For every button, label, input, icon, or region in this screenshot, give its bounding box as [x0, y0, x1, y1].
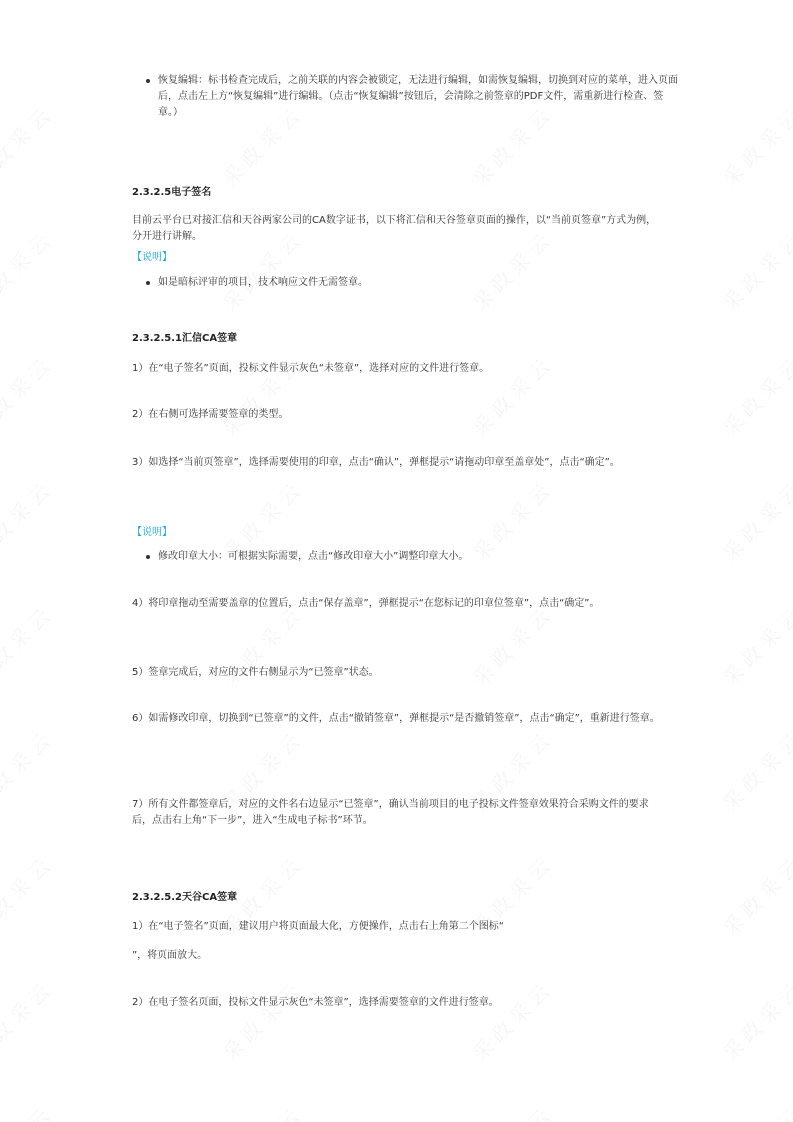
- watermark-text: [215, 972, 309, 1066]
- watermark-text: [0, 97, 59, 191]
- step-7: 7）所有文件都签章后，对应的文件名右边显示“已签章”，确认当前项目的电子投标文件签章效果符合采购文件的要求后，点击右上角“下一步”，进入“生成电子标书”环节。: [132, 799, 649, 826]
- step-4: 4）将印章拖动至需要盖章的位置后，点击“保存盖章”，弹框提示“在您标记的印章位签章”，点击“确定”。: [132, 598, 600, 609]
- step-2: 2）在右侧可选择需要签章的类型。: [132, 409, 289, 420]
- step-1: 1）在“电子签名”页面，投标文件显示灰色“未签章”，选择对应的文件进行签章。: [132, 363, 490, 374]
- section-heading-2325: 2.3.2.5电子签名: [132, 187, 212, 198]
- watermark-text: [0, 1097, 59, 1122]
- note-bullet-2: 修改印章大小：可根据实际需要，点击“修改印章大小”调整印章大小。: [146, 549, 678, 565]
- section-heading-23251: 2.3.2.5.1汇信CA签章: [132, 333, 238, 344]
- watermark-text: [0, 972, 59, 1066]
- note-label-2: 【说明】: [132, 527, 172, 538]
- intro-paragraph: 目前云平台已对接汇信和天谷两家公司的CA数字证书，以下将汇信和天谷签章页面的操作，以“当前页签章”方式为例，分开进行讲解。: [132, 215, 657, 242]
- watermark-text: [715, 472, 793, 566]
- watermark-text: [465, 972, 559, 1066]
- watermark-text: [0, 472, 59, 566]
- step-6: 6）如需修改印章，切换到“已签章”的文件，点击“撤销签章”，弹框提示“是否撤销签章”，点击“确定”，重新进行签章。: [132, 713, 660, 724]
- tiangu-step-1a: 1）在“电子签名”页面，建议用户将页面最大化，方便操作，点击右上角第二个图标“: [132, 921, 504, 932]
- watermark-text: [715, 222, 793, 316]
- step-3: 3）如选择“当前页签章”，选择需要使用的印章，点击“确认”，弹框提示“请拖动印章至盖章处”，点击“确定”。: [132, 457, 620, 468]
- watermark-text: [715, 972, 793, 1066]
- watermark-text: [715, 597, 793, 691]
- watermark-text: [715, 347, 793, 441]
- tiangu-step-2: 2）在电子签名页面，投标文件显示灰色“未签章”，选择需要签章的文件进行签章。: [132, 997, 499, 1008]
- watermark-text: [0, 847, 59, 941]
- watermark-text: [465, 1097, 559, 1122]
- note-label-1: 【说明】: [132, 252, 172, 263]
- watermark-text: [0, 722, 59, 816]
- watermark-text: [0, 347, 59, 441]
- tiangu-step-1b: ”，将页面放大。: [132, 950, 208, 961]
- watermark-text: [715, 1097, 793, 1122]
- watermark-text: [0, 597, 59, 691]
- note-bullet-1: 如是暗标评审的项目，技术响应文件无需签章。: [146, 275, 678, 291]
- watermark-text: [215, 1097, 309, 1122]
- restore-edit-bullet: 恢复编辑：标书检查完成后，之前关联的内容会被锁定，无法进行编辑，如需恢复编辑，切换到对应的菜单，进入页面后，点击左上方“恢复编辑”进行编辑。（点击“恢复编辑”按钮后，会清除之前签章的PDF文件，需重新进行检查、签章。）: [146, 73, 678, 121]
- watermark-text: [0, 222, 59, 316]
- section-heading-23252: 2.3.2.5.2天谷CA签章: [132, 892, 238, 903]
- step-5: 5）签章完成后，对应的文件右侧显示为“已签章”状态。: [132, 667, 379, 678]
- watermark-text: [715, 97, 793, 191]
- watermark-text: [715, 847, 793, 941]
- watermark-text: [715, 722, 793, 816]
